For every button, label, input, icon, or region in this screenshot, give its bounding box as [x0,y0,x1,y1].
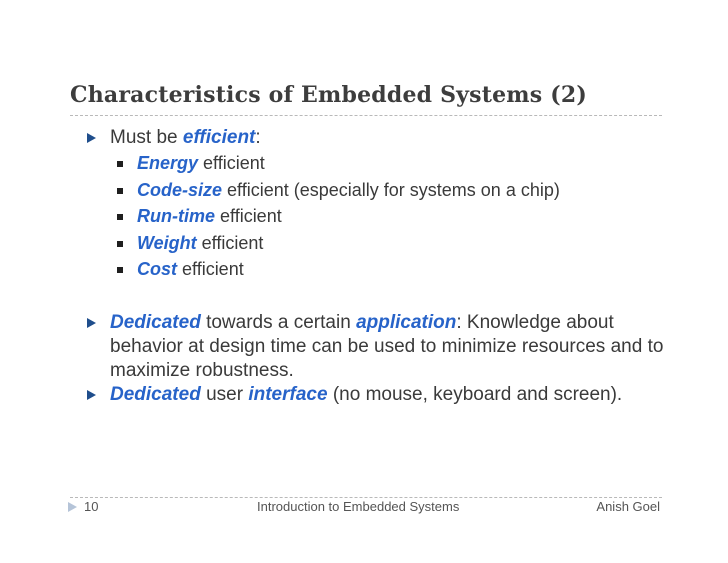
sub-bullet-cost: Cost efficient [84,256,674,283]
bullet-dedicated-interface: Dedicated user interface (no mouse, keyboard and screen). [84,383,674,407]
page-number: 10 [84,499,99,514]
sub-bullet-energy: Energy efficient [84,150,674,177]
footer-course-title: Introduction to Embedded Systems [257,499,460,514]
square-bullet-icon [117,214,123,220]
triangle-bullet-icon [87,390,96,400]
footer-divider [70,497,662,498]
square-bullet-icon [117,161,123,167]
bullet-must-be-efficient: Must be efficient: [84,126,674,150]
slide-content [84,126,674,407]
footer-author: Anish Goel [596,499,660,514]
square-bullet-icon [117,241,123,247]
square-bullet-icon [117,188,123,194]
sub-bullet-run-time: Run-time efficient [84,203,674,230]
square-bullet-icon [117,267,123,273]
title-divider [70,115,662,116]
triangle-bullet-icon [87,133,96,143]
triangle-bullet-icon [87,318,96,328]
slide-title: Characteristics of Embedded Systems (2) [70,82,587,108]
bullet-dedicated-application: Dedicated towards a certain application: Knowledge about behavior at design time can be used to minimize resources and to maximize robustness. [84,311,674,383]
sub-bullet-code-size: Code-size efficient (especially for systems on a chip) [84,177,674,204]
sub-bullet-weight: Weight efficient [84,230,674,257]
footer-triangle-icon [68,502,77,512]
